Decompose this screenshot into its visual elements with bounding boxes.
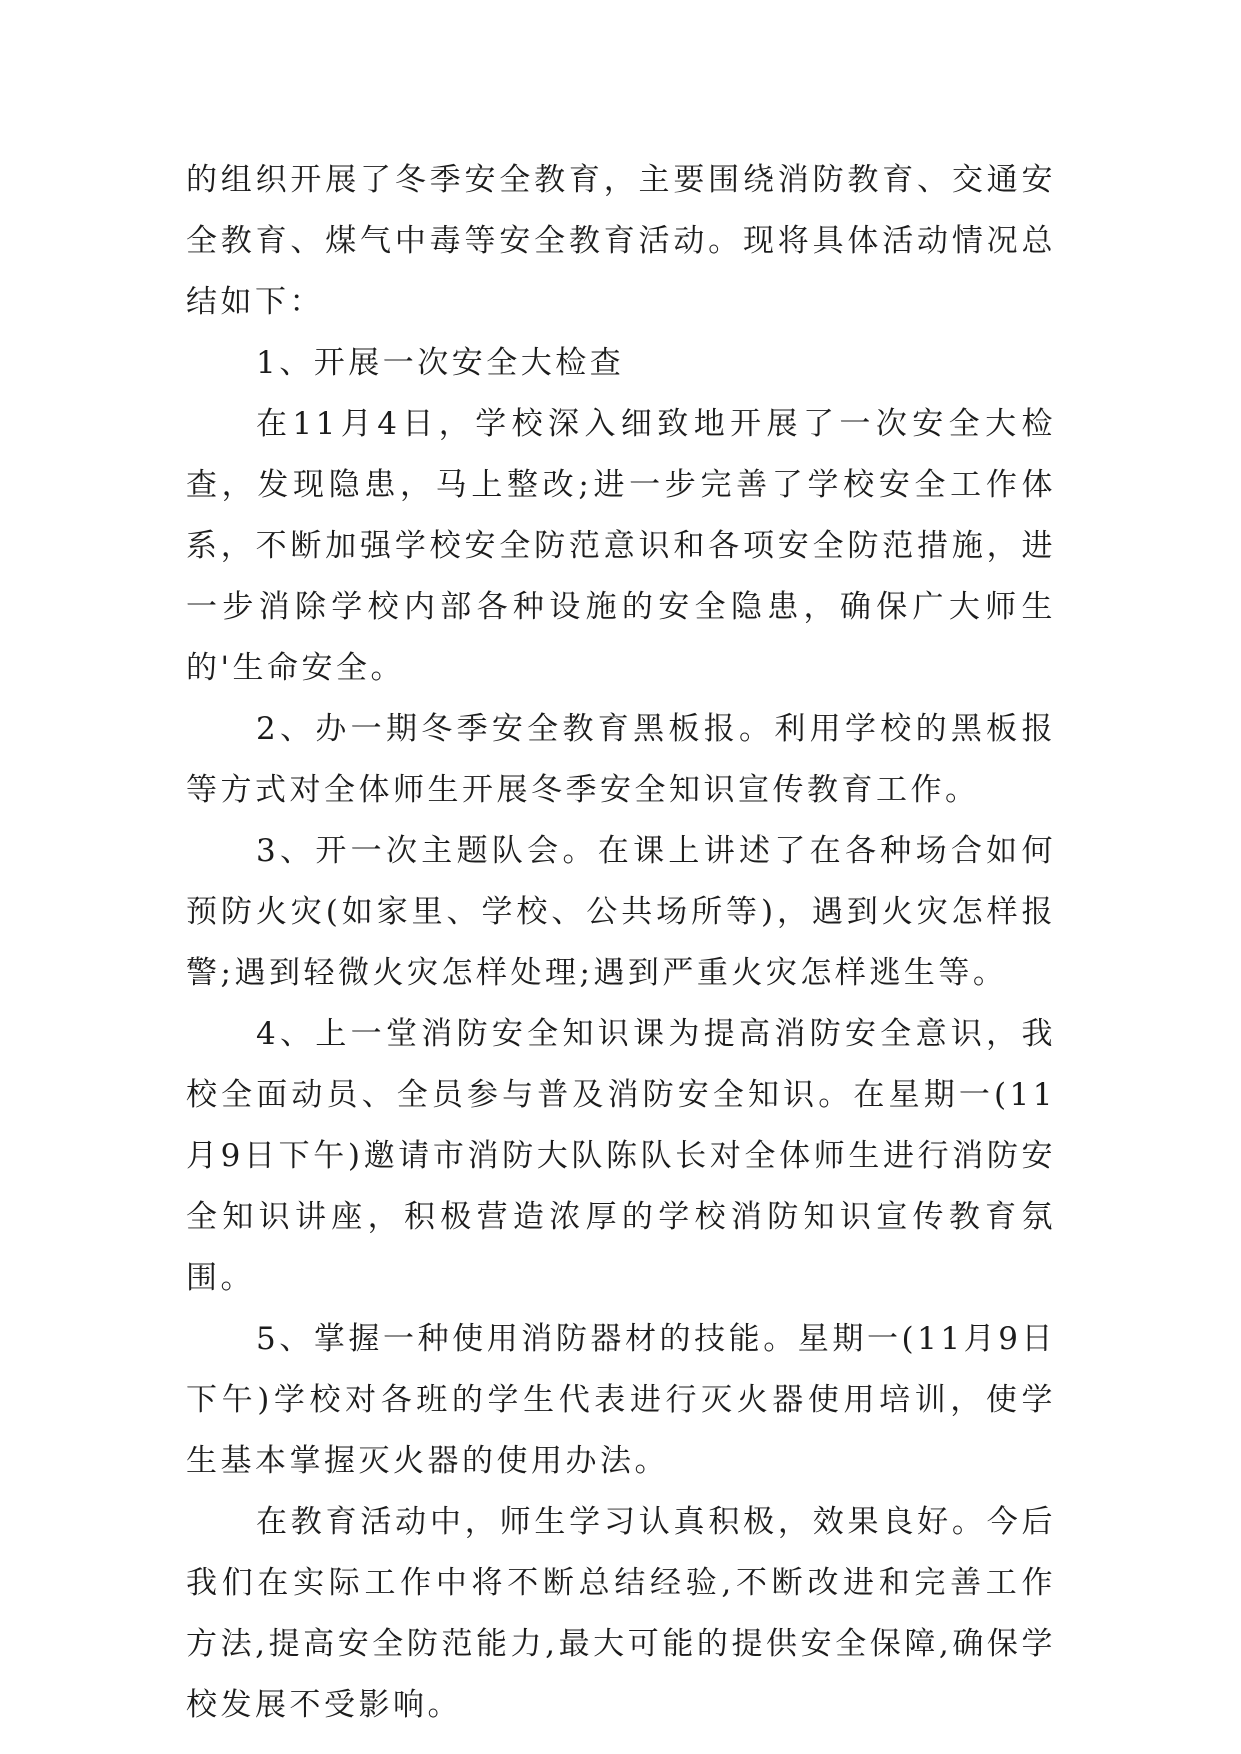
paragraph-item-5: 5、掌握一种使用消防器材的技能。星期一(11月9日下午)学校对各班的学生代表进行灭火器使用培训，使学生基本掌握灭火器的使用办法。 bbox=[186, 1321, 1056, 1479]
paragraph-item-1-body: 在11月4日，学校深入细致地开展了一次安全大检查，发现隐患，马上整改;进一步完善了学校安全工作体系，不断加强学校安全防范意识和各项安全防范措施，进一步消除学校内部各种设施的安全隐患，确保广大师生的'生命安全。 bbox=[186, 406, 1056, 686]
paragraph-conclusion: 在教育活动中，师生学习认真积极，效果良好。今后我们在实际工作中将不断总结经验,不断改进和完善工作方法,提高安全防范能力,最大可能的提供安全保障,确保学校发展不受影响。 bbox=[186, 1504, 1056, 1723]
paragraph-item-4: 4、上一堂消防安全知识课为提高消防安全意识，我校全面动员、全员参与普及消防安全知识。在星期一(11月9日下午)邀请市消防大队陈队长对全体师生进行消防安全知识讲座，积极营造浓厚的学校消防知识宣传教育氛围。 bbox=[186, 1016, 1056, 1296]
paragraph-item-1-heading: 1、开展一次安全大检查 bbox=[256, 345, 625, 381]
document-body bbox=[186, 150, 1056, 1736]
paragraph-intro-continuation: 的组织开展了冬季安全教育，主要围绕消防教育、交通安全教育、煤气中毒等安全教育活动。现将具体活动情况总结如下： bbox=[186, 162, 1056, 320]
paragraph-item-2: 2、办一期冬季安全教育黑板报。利用学校的黑板报等方式对全体师生开展冬季安全知识宣传教育工作。 bbox=[186, 711, 1056, 808]
paragraph-item-3: 3、开一次主题队会。在课上讲述了在各种场合如何预防火灾(如家里、学校、公共场所等)，遇到火灾怎样报警;遇到轻微火灾怎样处理;遇到严重火灾怎样逃生等。 bbox=[186, 833, 1056, 991]
